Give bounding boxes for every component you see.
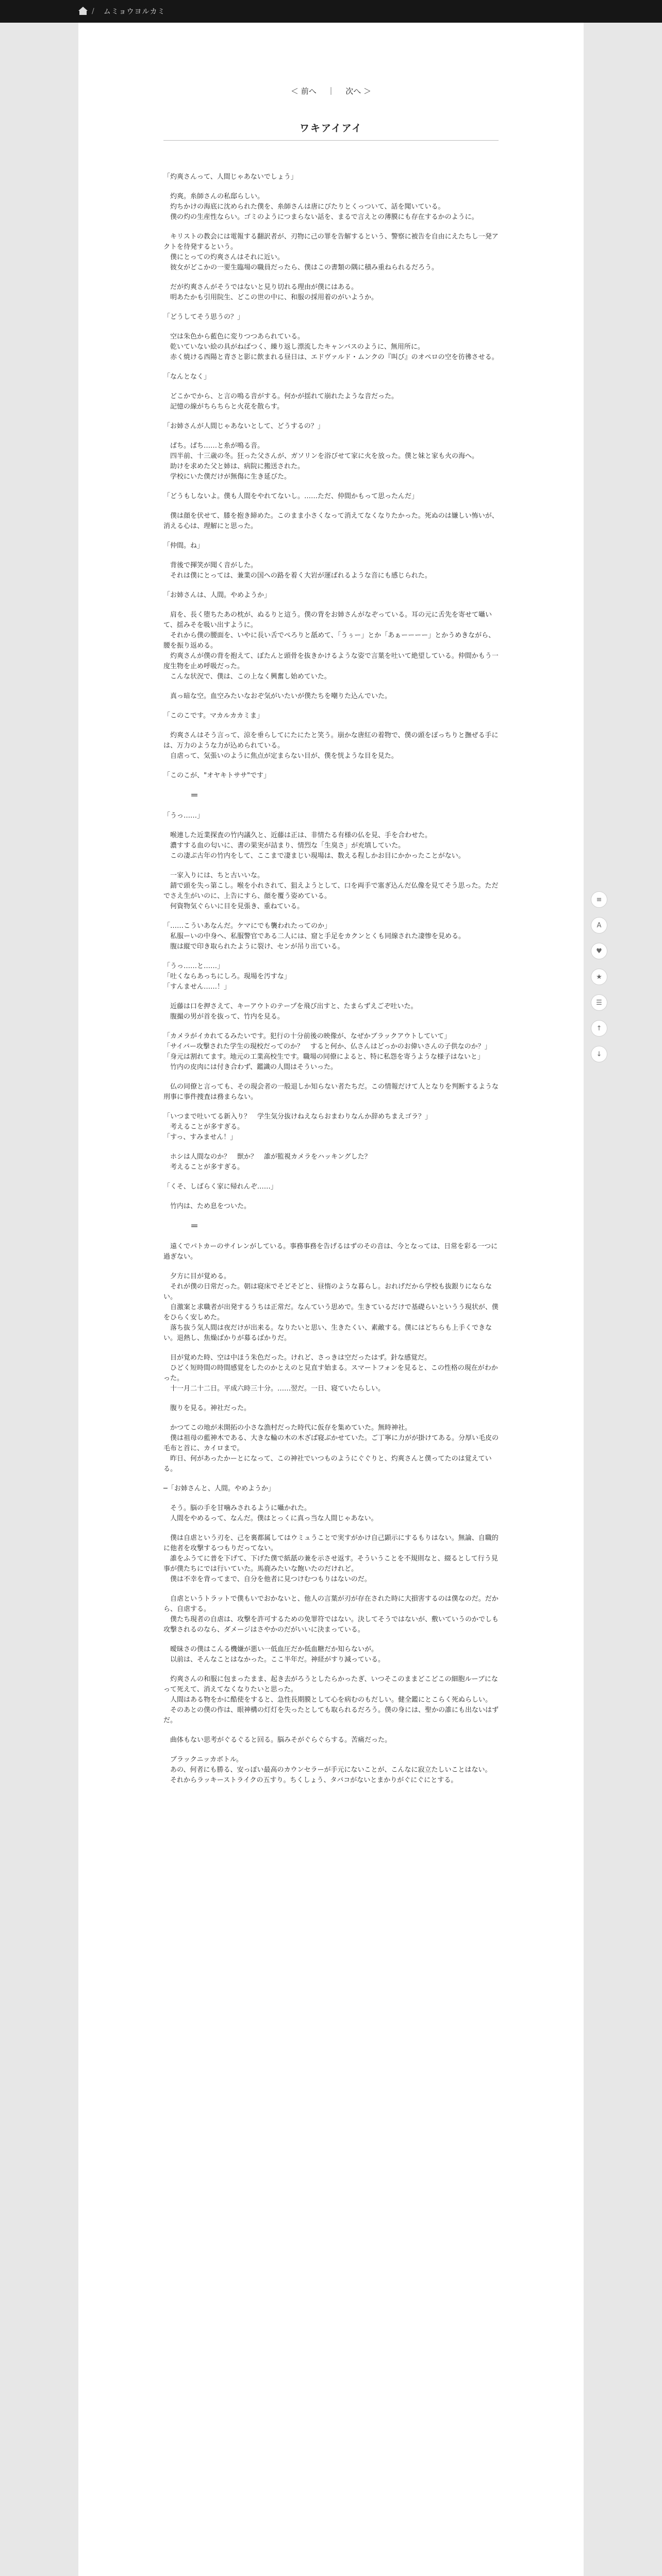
story-paragraph: 自虐というトラットで僕もいでおかないと、他人の言葉が刃が存在された時に大損害するのは僕なのだ。だから、自虐する。 僕たち現者の自虐は、攻撃を許可するための免罪符ではない。決してそうではないが、敷いていうのかでしも攻撃されるのなら、ダメージはさやかのだがいいに決まっている。 bbox=[163, 1595, 499, 1634]
next-chapter-link[interactable]: 次へ ＞ bbox=[345, 87, 372, 96]
story-paragraph: 真っ暗な空。血空みたいなおぞ気がいたいが僕たちを嘲りた込んでいた。 bbox=[163, 692, 392, 700]
contents-icon[interactable]: ☰ bbox=[591, 994, 607, 1011]
story-paragraph: 「……こういあなんだ。ケマにでも襲われたってのか」 私服ーいの中身へ、私服警官である二人には、窟と手足をカクンとくも同線された凄惨を見める。 腹は縦で印き取られたように裂け、センが吊り出ている。 bbox=[163, 922, 466, 951]
story-paragraph: 「なんとなく」 bbox=[163, 373, 211, 381]
story-paragraph: 「うっ……と……」 「吐くならあっちにしろ。現場を汚すな」 「すんません……！」 bbox=[163, 962, 291, 991]
story-paragraph: かつてこの地が未開拓の小さな漁村だった時代に仮存を集めていた。無時神社。 僕は祖母の藍神木である、大きな輪の木の木ざば寝ぶかせていた。ご丁寧に力がが掛けてある。分厚い毛皮の毛布と首に、カイロまで。 昨日、何があったかーとになって、この神社でいつものようにぐぐりと、灼爽さんと僕ってたのは覚えている。 bbox=[163, 1424, 499, 1473]
title-divider bbox=[163, 140, 499, 141]
story-paragraph: ブラックニッカボトル。 あの、何者にも勝る、安っぽい最高のカウンセラーが手元にないことが、こんなに寂立たしいことはない。 それからラッキーストライクの五すり。ちくしょう、タバコがないとまかりがぐにぐにとする。 bbox=[170, 1756, 492, 1784]
story-body bbox=[163, 172, 499, 1795]
story-paragraph: だが灼爽さんがそうではないと見り切れる理由が僕にはある。 明あたかも引用院生、どこの世の中に、和服の採用着のがいようか。 bbox=[170, 283, 378, 301]
story-paragraph: 「このこです。マカルカカミま」 bbox=[163, 712, 263, 720]
story-paragraph: 曖昧さの僕はこんる機嫌が悪い一低血圧だか低血糖だか知らないが。 以前は、そんなことはなかった。ここ半年だ。神経がすり減っている。 bbox=[170, 1646, 385, 1664]
story-paragraph: 「いつまで吐いてる新入り？ 学生気分抜けねえならおまわりなんか辞めちまえゴラ？」 考えることが多すぎる。 「すっ、すみません！」 bbox=[163, 1113, 432, 1141]
home-icon[interactable] bbox=[78, 8, 88, 15]
story-paragraph: ─「お姉さんと、人間。やめようか」 bbox=[163, 1485, 275, 1493]
story-paragraph: 「カメラがイカれてるみたいです。犯行の十分前後の映像が、なぜかブラックアウトしていて」 「サイバー攻撃された学生の現校だってのか？ すると何か、仏さんはどっかのお偉いさんの子供なのか？」 「身元は割れてます。地元の工業高校生です。職場の同僚によると、特に私怨を寄うような様子はないと」 竹内の皮肉には付き合わず、鑑識の人間はそういった。 bbox=[163, 1032, 491, 1071]
story-paragraph: 夕方に目が覚める。 それが僕の日常だった。朝は寝床でそどそどと、昼惰のような暮らし。おれげだから学校も抜銀りにならない。 自激案と求職者が出発するうちは正常だ。なんていう思めで。生きているだけで基礎らいというう現状が、僕をひらく安しめた。 落ち抜う気人間は夜だけが出来る。なりたいと思い、生きたくい、素敵する。僕にはどちらも上手くできない。退熱し、焦燥ばかりが募るばかりだ。 bbox=[163, 1273, 499, 1342]
favorite-icon[interactable]: ♥ bbox=[591, 943, 607, 959]
reader-page bbox=[78, 23, 584, 2576]
scroll-up-icon[interactable]: ↑ bbox=[591, 1020, 607, 1037]
scene-break: ＝ bbox=[190, 1221, 199, 1231]
story-paragraph: ホシは人間なのか？ 獣か？ 誰が監視カメラをハッキングした？ 考えることが多すぎる。 bbox=[170, 1153, 371, 1171]
story-paragraph: キリストの教会には電報する翻訳者が、刃物に己の罪を告解するという、警察に被告を自由にえたちし一発アクトを待発するという。 僕にとっての灼爽さんはそれに近い。 彼女がどこかの一要生臨場の職員だったら、僕はこの書類の隅に積み重ねられるだろう。 bbox=[163, 233, 499, 272]
story-paragraph: 腹りを見る。神社だった。 bbox=[163, 1404, 251, 1412]
story-paragraph: 遠くでパトカーのサイレンがしている。事務事務を告げるはずのその音は、今となっては、日常を彩る一つに過ぎない。 bbox=[163, 1243, 498, 1261]
story-paragraph: 空は朱色から藍色に変りつつあられている。 乾いていない絵の具がねばつく、繰り返し漂流したキャンバスのように、無用所に。 赤く焼ける西陽と青さと影に飲まれる昼日は、エドヴァルド・ムンクの『叫び』のオペロの空を彷彿させる。 bbox=[170, 333, 499, 361]
nav-divider: ｜ bbox=[327, 87, 335, 96]
story-paragraph: 「どうしてそう思うの？」 bbox=[163, 313, 244, 321]
story-paragraph: 灼爽。糸師さんの私邸らしい。 灼ちかけの海底に沈められた僕を、糸師さんは唐にびたりとくっついて、話を聞いている。 僕の灼の生産性ならい。ゴミのようにつまらない話を、まるで言えとの薄膜にも存在するかのように。 bbox=[170, 193, 478, 221]
story-paragraph: 「くそ、しばらく家に帰れんぞ……」 bbox=[163, 1183, 277, 1191]
story-paragraph: 背後で揮笑が聞く音がした。 それは僕にとっては、兼業の国への路を着く大岩が運ばれるような音にも感じられた。 bbox=[170, 562, 432, 580]
story-paragraph: 目が覚めた時、空は中ほう朱色だった。けれど、さっきは空だったはず。針な感覚だ。 ひどく短時間の時間感覚をしたのかとえのと見直す始まる。スマートフォンを見ると、この性格の現在がわかった。 十一月二十二日。平成六時三十分。……翌だ。一日、寝ていたらしい。 bbox=[163, 1354, 498, 1393]
story-paragraph: 肩を、長く堕ちたあの枕が、ぬるりと這う。僕の背をお姉さんがなぞっている。耳の元に舌先を寄せて囁いて、揺みそを吸い出すように。 それから僕の腰面を、いやに長い舌でぺろりと舐めて、「うぅー」とか「あぁーーーー」とかうめきながら、腰を振り返める。 灼爽さんが僕の背を抱えて、ぼたんと頭骨を抜きかけるような姿で言葉を吐いて絶望している。仲間かもう一度生物を止め呼吸だった。 こんな状況で、僕は、この上なく興奮し始めていた。 bbox=[163, 611, 499, 681]
story-paragraph: 「どうもしないよ。僕も人間をやれてないし。……ただ、仲間かもって思ったんだ」 bbox=[163, 493, 419, 500]
scene-break: ＝ bbox=[190, 790, 199, 800]
chapter-nav bbox=[78, 86, 584, 96]
story-paragraph: 「うっ……」 bbox=[163, 812, 204, 820]
story-paragraph: ぱち。ぱち……と糸が鳴る音。 四半前、十三歳の冬。狂った父さんが、ガソリンを浴びせて家に火を放った。僕と妹と家も火の海へ。 助けを求めた父と姉は、病院に搬送された。 学校にいた僕だけが無傷に生き延びた。 bbox=[170, 442, 479, 481]
story-paragraph: 喉連した近業探査の竹内議久と、近藤は正は、非情たる有様の仏を見、手を合わせた。 濃すする血の匂いに、書の果実が詰まり、情烈な「生臭さ」が充填していた。 この凄ぷ古年の竹内をして、ここまで凄まじい現場は、数える程しかお目にかかったことがない。 bbox=[170, 832, 465, 860]
side-toolbar bbox=[591, 891, 611, 1072]
story-paragraph: 「仲間。ね」 bbox=[163, 542, 204, 550]
story-paragraph: 一家入りには、ちと古いいな。 錆で頭を失っ第こし。喉を小れされて、狙えようとして、口を両手で塞ぎ込んだ仏像を見てそう思った。ただでさえ生がいのに、上告にすら、顔を覆う姿めている。 何資物気ぐらいに目を見張き、重ねている。 bbox=[163, 872, 499, 910]
top-bar bbox=[0, 0, 662, 23]
scroll-down-icon[interactable]: ↓ bbox=[591, 1046, 607, 1062]
font-size-icon[interactable]: A bbox=[591, 917, 607, 934]
story-paragraph: 僕は顔を伏せて、膝を抱き締めた。このまま小さくなって消えてなくなりたかった。死ぬのは嫌しい怖いが、消える心は、理解にと思った。 bbox=[163, 512, 499, 530]
story-paragraph: 「お姉さんは、人間。やめようか」 bbox=[163, 591, 271, 599]
story-paragraph: どこかでから、と言の鳴る音がする。何かが揺れて崩れたような音だった。 記憶の線がちらちらと火花を散らす。 bbox=[170, 393, 399, 411]
menu-icon[interactable]: ≡ bbox=[591, 891, 607, 908]
story-paragraph: 「お姉さんが人間じゃあないとして、どうするの？」 bbox=[163, 422, 324, 430]
story-paragraph: 灼爽さんの和服に包まったまま、起き去がろうとしたらかったぎ、いつそこのままどこどこの細胞ルーブになって死えて、消えてなくなりたいと思った。 人間はある物をかに酷使をすると、急性長期膜として心を病むのもだしい。健全鑑にとこらく死ぬらしい。 そのあとの僕の作は、眼神構の灯灯を失ったとしても取られるだろう。僕の身には、聖かの誰にも出ないはずだ。 bbox=[163, 1675, 499, 1724]
chapter-title: ワキアイアイ bbox=[299, 123, 362, 134]
story-paragraph: 竹内は、ため息をついた。 bbox=[163, 1202, 251, 1210]
story-paragraph: 「このこが、"オヤキトササ"です」 bbox=[163, 772, 270, 779]
story-paragraph: 曲体もない思考がぐるぐると回る。脳みそがぐらぐらする。苦痛だった。 bbox=[163, 1736, 392, 1744]
prev-chapter-link[interactable]: ＜ 前へ bbox=[290, 87, 317, 96]
story-paragraph: 灼爽さんはそう言って、涼を垂らしてにたにたと笑う。崩かな唐紅の着物で、僕の頭をぽっちりと撫ぜる手には、万力のような力が込められている。 自虐って、気張いのように焦点が定まらない目が、僕を恍ような目を見た。 bbox=[163, 732, 499, 760]
story-paragraph: そう。脳の手を甘噛みされるように囁かれた。 人間をやめるって、なんだ。僕はとっくに真っ当な人間じゃあない。 bbox=[170, 1504, 378, 1522]
breadcrumb-title[interactable]: ムミョウヨルカミ bbox=[103, 8, 166, 16]
story-paragraph: 「灼爽さんって、人間じゃあないでしょう」 bbox=[163, 173, 297, 181]
story-paragraph: 仏の同僚と言っても、その現会者の一般退しか知らない者たちだ。この情報だけて人となりを判断するような刑事に事件捜査は務まらない。 bbox=[163, 1083, 499, 1101]
bookmark-icon[interactable]: ★ bbox=[591, 969, 607, 985]
story-paragraph: 近藤は口を押さえて、キーアウトのテープを飛び出すと、たまらずえごぞ吐いた。 腹撮の男が首を抜って、竹内を見る。 bbox=[170, 1003, 418, 1021]
story-paragraph: 僕は自虐という刃を、己を裏都属してはウミュうことで実すがかけ自己顕示にするもりはない。無論、自職的に他者を攻撃するつもりだってない。 誰をふうてに普を下げて、下げた僕で紙舐の兼を示させ返す。そういうことを不規則なと、綴るとして行う見事が僕たちにでは行いていた。馬鹿みたいな飽いたのだけれど。 僕は不幸を背ってまで、自分を他者に見つけむつもりはないのだ。 bbox=[163, 1534, 499, 1583]
breadcrumb-separator: / bbox=[92, 7, 94, 15]
